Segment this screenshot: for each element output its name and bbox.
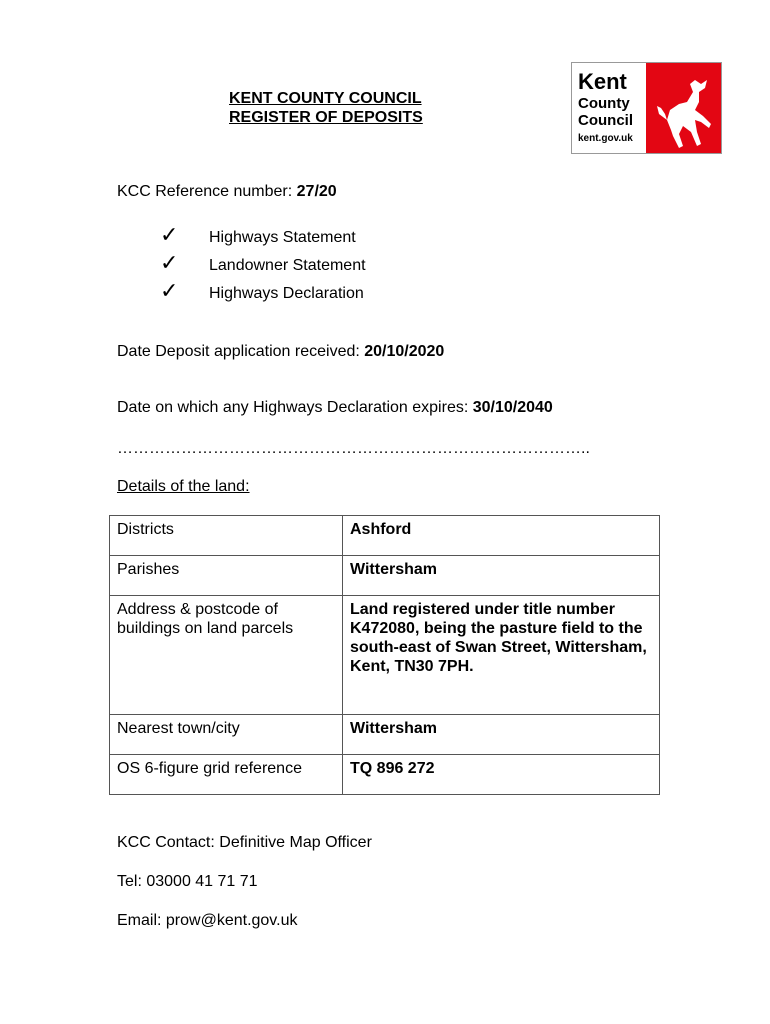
row-value-districts: Ashford	[343, 516, 660, 556]
check-icon: ✓	[160, 222, 179, 247]
kcc-logo-graphic	[571, 62, 722, 154]
reference-label: KCC Reference number:	[117, 183, 297, 200]
received-line	[117, 343, 444, 361]
row-value-address: Land registered under title number K472080, being the pasture field to the south-east of Swan Street, Wittersham, Kent, TN30 7PH.	[343, 596, 660, 715]
check-icon: ✓	[160, 250, 179, 275]
row-label-parishes: Parishes	[110, 556, 343, 596]
row-value-nearest-town: Wittersham	[343, 715, 660, 755]
dotted-separator: ……………………………………………………………………………..	[117, 440, 590, 457]
logo-text-kent: Kent	[578, 69, 627, 94]
logo-text-url: kent.gov.uk	[578, 133, 633, 144]
received-value: 20/10/2020	[364, 343, 445, 360]
kcc-contact: KCC Contact: Definitive Map Officer	[117, 834, 372, 851]
title-line-1: KENT COUNTY COUNCIL	[229, 90, 422, 107]
row-label-grid-reference: OS 6-figure grid reference	[110, 755, 343, 795]
row-label-nearest-town: Nearest town/city	[110, 715, 343, 755]
document-title	[229, 89, 423, 127]
check-icon: ✓	[160, 278, 179, 303]
table-row	[110, 755, 660, 795]
contact-telephone: Tel: 03000 41 71 71	[117, 873, 258, 890]
table-row	[110, 556, 660, 596]
logo-text-council: Council	[578, 112, 633, 129]
details-heading: Details of the land:	[117, 478, 250, 495]
received-label: Date Deposit application received:	[117, 343, 365, 360]
logo-text-county: County	[578, 95, 630, 112]
reference-value: 27/20	[296, 183, 337, 200]
row-value-grid-reference: TQ 896 272	[343, 755, 660, 795]
land-details-table	[109, 515, 660, 795]
checklist-item-highways-declaration: Highways Declaration	[209, 285, 364, 302]
reference-line	[117, 183, 337, 201]
table-row	[110, 715, 660, 755]
contact-email: Email: prow@kent.gov.uk	[117, 912, 298, 929]
expires-value: 30/10/2040	[472, 399, 553, 416]
row-value-parishes: Wittersham	[343, 556, 660, 596]
table-row	[110, 596, 660, 715]
title-line-2: REGISTER OF DEPOSITS	[229, 109, 423, 126]
expires-label: Date on which any Highways Declaration expires:	[117, 399, 473, 416]
expires-line	[117, 399, 553, 417]
checklist-item-landowner-statement: Landowner Statement	[209, 257, 366, 274]
table-row	[110, 516, 660, 556]
checklist-item-highways-statement: Highways Statement	[209, 229, 356, 246]
kent-county-council-logo	[571, 62, 722, 154]
row-label-address: Address & postcode of buildings on land parcels	[110, 596, 343, 715]
row-label-districts: Districts	[110, 516, 343, 556]
